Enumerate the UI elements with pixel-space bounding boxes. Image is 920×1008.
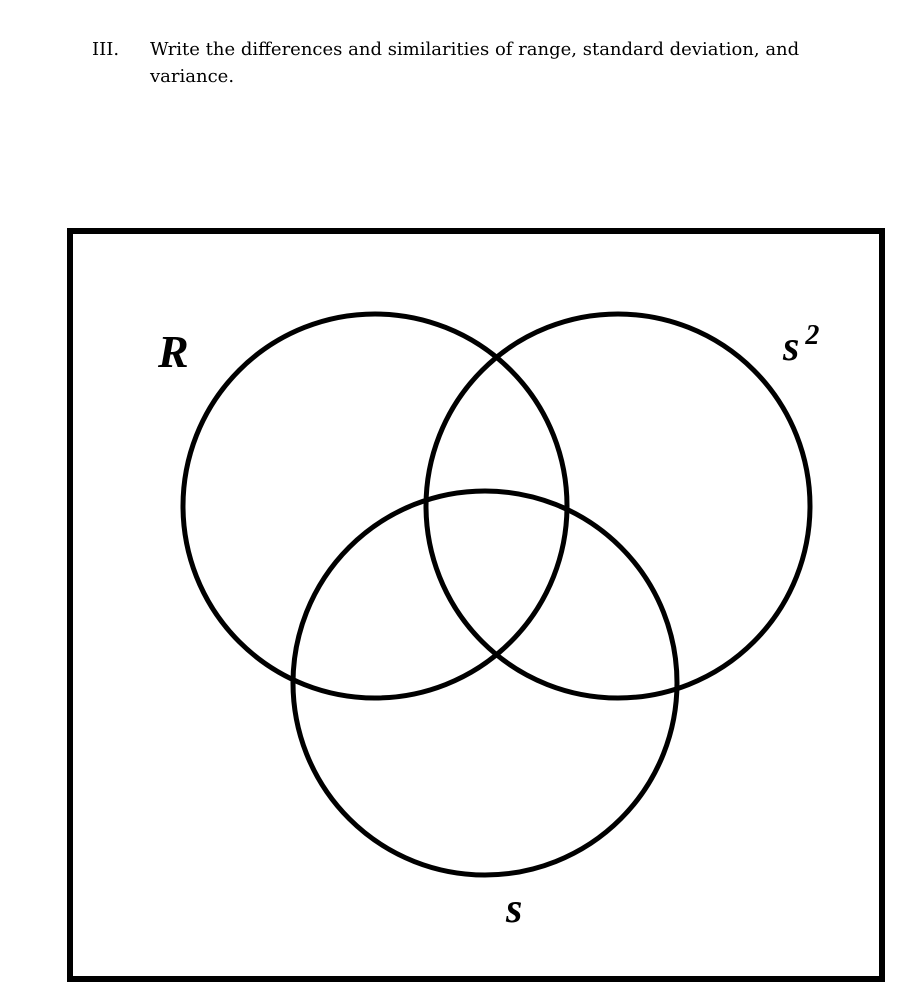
variance-label (782, 320, 819, 370)
range-label: R (158, 326, 189, 377)
question-text: Write the differences and similarities of range, standard deviation, and variance. (150, 39, 800, 87)
variance-label-exponent: 2 (805, 320, 820, 351)
standard-deviation-circle (293, 491, 677, 875)
question-number: III. (92, 39, 120, 60)
variance-circle (426, 314, 810, 698)
variance-label-base: s (783, 324, 800, 370)
standard-deviation-label: s (506, 886, 523, 932)
range-circle (183, 314, 567, 698)
